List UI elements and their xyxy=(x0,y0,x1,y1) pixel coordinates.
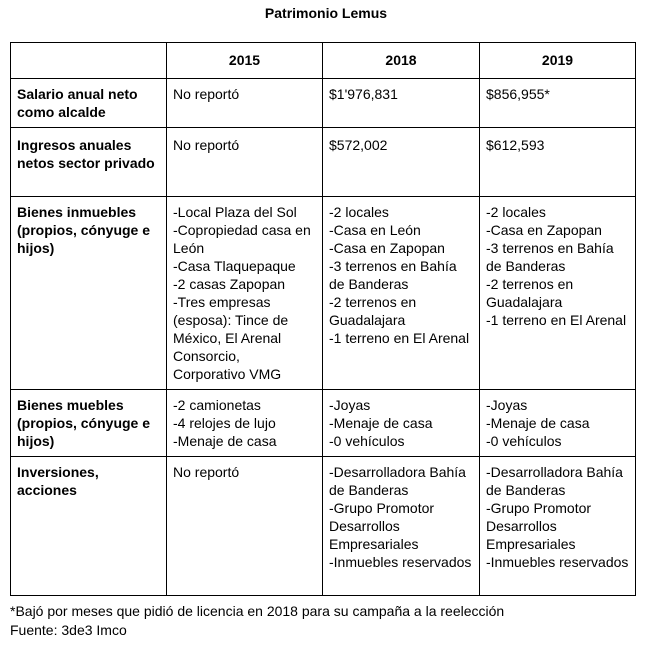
cell-line: -Inmuebles reservados xyxy=(486,554,629,570)
row-label: Bienes muebles (propios, cónyuge e hijos) xyxy=(11,390,167,457)
patrimonio-table xyxy=(10,42,636,596)
table-header-row xyxy=(11,43,636,79)
table-cell-2019 xyxy=(480,79,636,128)
cell-line: -Casa en Zapopan xyxy=(486,222,602,238)
row-label: Salario anual neto como alcalde xyxy=(11,79,167,128)
cell-line: -2 casas Zapopan xyxy=(173,276,286,292)
cell-line: -Desarrolladora Bahía de Banderas xyxy=(486,464,623,498)
cell-line: No reportó xyxy=(173,86,240,102)
cell-line: -Menaje de casa xyxy=(173,433,277,449)
cell-line: -2 locales xyxy=(486,204,546,220)
cell-line: -Menaje de casa xyxy=(486,415,590,431)
cell-line: No reportó xyxy=(173,464,240,480)
row-label: Ingresos anuales netos sector privado xyxy=(11,128,167,197)
header-year-2019: 2019 xyxy=(480,43,636,79)
table-cell-2019 xyxy=(480,390,636,457)
cell-line: -1 terreno en El Arenal xyxy=(329,330,470,346)
cell-line: -3 terrenos en Bahía de Banderas xyxy=(486,240,614,274)
cell-line: -Joyas xyxy=(486,397,528,413)
table-cell-2015 xyxy=(167,457,323,596)
table-row-ingresos xyxy=(11,128,636,197)
cell-line: -Local Plaza del Sol xyxy=(173,204,297,220)
cell-line: -4 relojes de lujo xyxy=(173,415,276,431)
cell-line: -0 vehículos xyxy=(486,433,562,449)
cell-line: $612,593 xyxy=(486,137,545,153)
table-cell-2018 xyxy=(323,197,480,390)
table-cell-2015 xyxy=(167,128,323,197)
cell-line: -Grupo Promotor Desarrollos Empresariales xyxy=(329,500,435,552)
cell-line: -Grupo Promotor Desarrollos Empresariales xyxy=(486,500,592,552)
table-cell-2019 xyxy=(480,197,636,390)
cell-line: -1 terreno en El Arenal xyxy=(486,312,627,328)
table-row-inmuebles xyxy=(11,197,636,390)
cell-line: -2 terrenos en Guadalajara xyxy=(486,276,574,310)
table-cell-2018 xyxy=(323,390,480,457)
table-row-muebles xyxy=(11,390,636,457)
row-label: Bienes inmuebles (propios, cónyuge e hijos) xyxy=(11,197,167,390)
table-cell-2018 xyxy=(323,128,480,197)
cell-line: -2 camionetas xyxy=(173,397,261,413)
cell-line: No reportó xyxy=(173,137,240,153)
cell-line: -2 terrenos en Guadalajara xyxy=(329,294,417,328)
header-year-2015: 2015 xyxy=(167,43,323,79)
cell-line: -Copropiedad casa en León xyxy=(173,222,311,256)
cell-line: -Joyas xyxy=(329,397,371,413)
table-cell-2019 xyxy=(480,128,636,197)
header-corner-cell xyxy=(11,43,167,79)
cell-line: -Menaje de casa xyxy=(329,415,433,431)
footnote-salary-note: *Bajó por meses que pidió de licencia en 2018 para su campaña a la reelección xyxy=(10,603,505,619)
cell-line: -Casa Tlaquepaque xyxy=(173,258,296,274)
cell-line: -2 locales xyxy=(329,204,389,220)
header-year-2018: 2018 xyxy=(323,43,480,79)
cell-line: -Casa en León xyxy=(329,222,421,238)
table-cell-2018 xyxy=(323,79,480,128)
cell-line: -Desarrolladora Bahía de Banderas xyxy=(329,464,466,498)
footnote-source: Fuente: 3de3 Imco xyxy=(10,622,127,638)
table-cell-2015 xyxy=(167,197,323,390)
cell-line: -Tres empresas (esposa): Tince de México, El Arenal Consorcio, Corporativo VMG xyxy=(173,294,289,382)
document-title: Patrimonio Lemus xyxy=(264,5,388,21)
cell-line: $572,002 xyxy=(329,137,388,153)
cell-line: -Casa en Zapopan xyxy=(329,240,445,256)
cell-line: -0 vehículos xyxy=(329,433,405,449)
cell-line: -3 terrenos en Bahía de Banderas xyxy=(329,258,457,292)
cell-line: $856,955* xyxy=(486,86,550,102)
table-cell-2018 xyxy=(323,457,480,596)
table-row-salario xyxy=(11,79,636,128)
table-cell-2015 xyxy=(167,390,323,457)
cell-line: -Inmuebles reservados xyxy=(329,554,472,570)
table-cell-2015 xyxy=(167,79,323,128)
row-label: Inversiones, acciones xyxy=(11,457,167,596)
table-cell-2019 xyxy=(480,457,636,596)
cell-line: $1'976,831 xyxy=(329,86,398,102)
table-row-inversiones xyxy=(11,457,636,596)
